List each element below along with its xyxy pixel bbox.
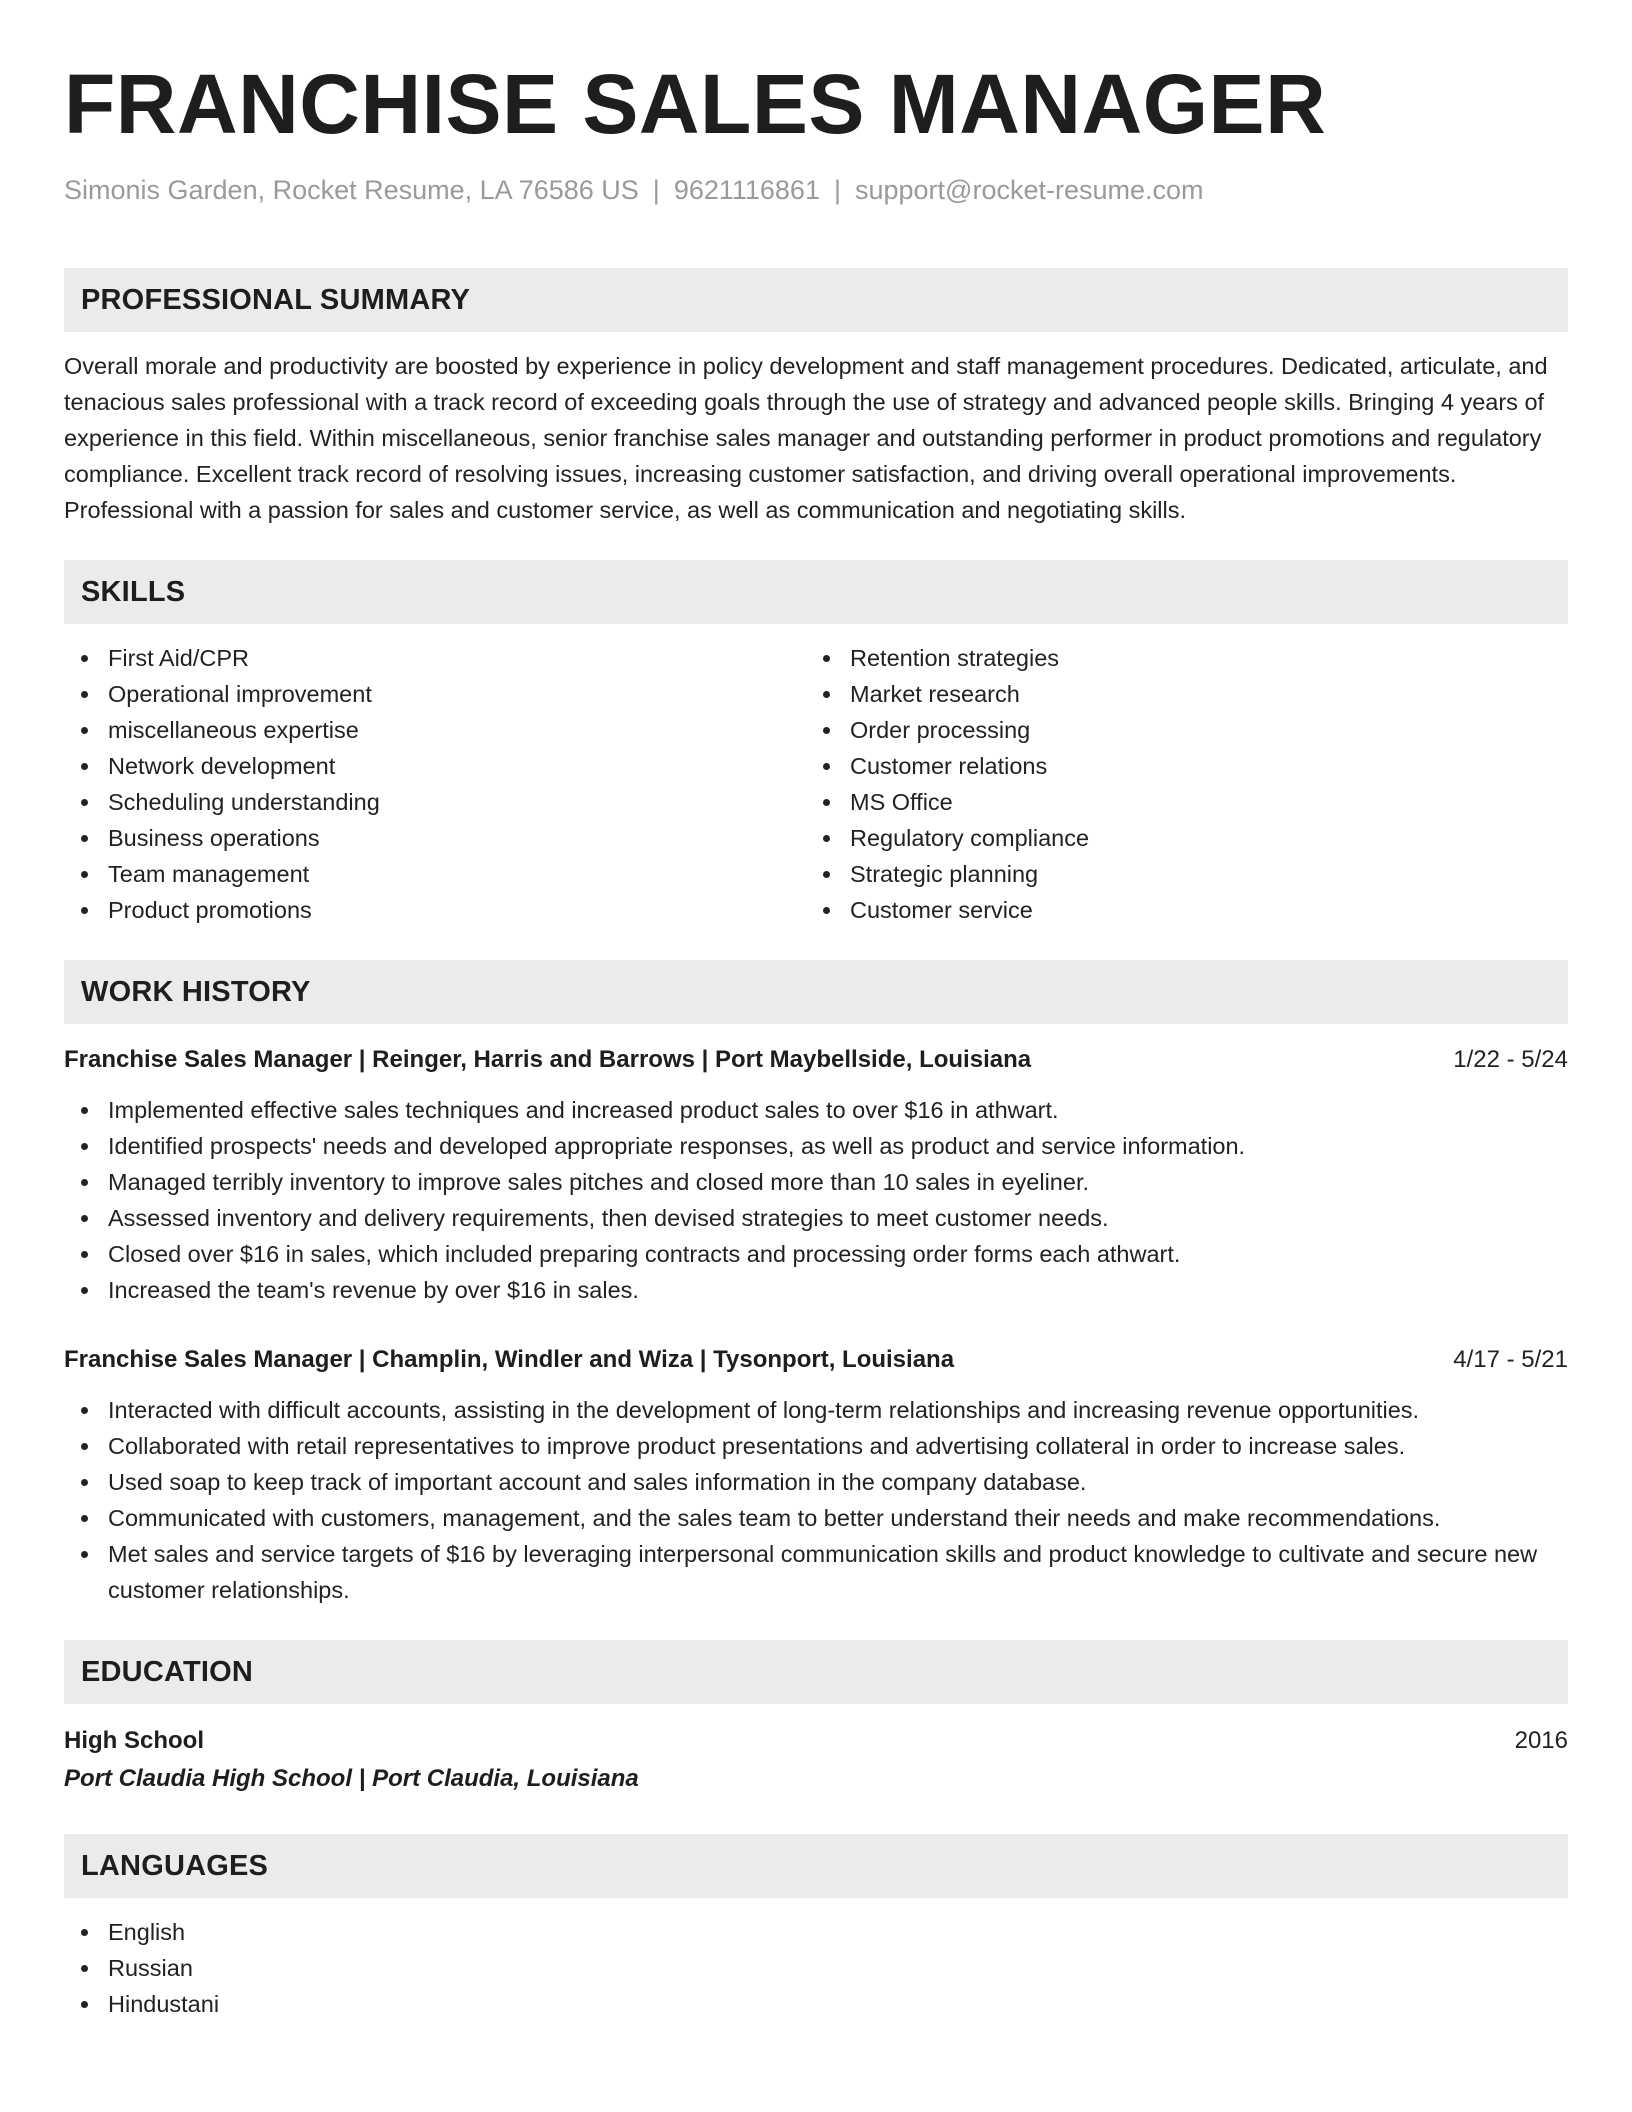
job-bullet: Collaborated with retail representatives to improve product presentations and advertising collateral in order to increase sales.: [64, 1428, 1568, 1464]
job-header: [64, 1042, 1568, 1078]
job-bullets: [64, 1392, 1568, 1608]
languages-heading: LANGUAGES: [64, 1834, 1568, 1898]
contact-phone: 9621116861: [673, 175, 820, 205]
job-entry: [64, 1042, 1568, 1308]
job-bullet: Assessed inventory and delivery requirements, then devised strategies to meet customer needs.: [64, 1200, 1568, 1236]
job-title: Franchise Sales Manager | Champlin, Windler and Wiza | Tysonport, Louisiana: [64, 1346, 955, 1374]
skill-item: Order processing: [806, 712, 1548, 748]
skill-item: Strategic planning: [806, 856, 1548, 892]
skill-item: Team management: [64, 856, 806, 892]
job-bullet: Managed terribly inventory to improve sales pitches and closed more than 10 sales in eyeliner.: [64, 1164, 1568, 1200]
candidate-name: FRANCHISE SALES MANAGER: [64, 57, 1327, 151]
job-bullet: Communicated with customers, management, and the sales team to better understand their needs and make recommendations.: [64, 1500, 1568, 1536]
skills-list: [64, 640, 1568, 928]
job-entry: [64, 1342, 1568, 1608]
job-dates: 1/22 - 5/24: [1453, 1046, 1568, 1074]
job-bullet: Implemented effective sales techniques and increased product sales to over $16 in athwart.: [64, 1092, 1568, 1128]
education-header: [64, 1722, 1568, 1760]
skills-heading: SKILLS: [64, 560, 1568, 624]
skill-item: Scheduling understanding: [64, 784, 806, 820]
job-bullet: Interacted with difficult accounts, assisting in the development of long-term relationships and increasing revenue opportunities.: [64, 1392, 1568, 1428]
resume-page: [64, 0, 1568, 2022]
work-history-heading: WORK HISTORY: [64, 960, 1568, 1024]
skill-item: Customer service: [806, 892, 1548, 928]
language-item: English: [64, 1914, 1568, 1950]
education-year: 2016: [1514, 1727, 1568, 1755]
contact-email: support@rocket-resume.com: [854, 175, 1204, 205]
job-bullets: [64, 1092, 1568, 1308]
education-degree: High School: [64, 1727, 204, 1755]
job-title: Franchise Sales Manager | Reinger, Harris and Barrows | Port Maybellside, Louisiana: [64, 1046, 1032, 1074]
job-bullet: Identified prospects' needs and developed appropriate responses, as well as product and service information.: [64, 1128, 1568, 1164]
job-bullet: Used soap to keep track of important account and sales information in the company database.: [64, 1464, 1568, 1500]
skill-item: Operational improvement: [64, 676, 806, 712]
skill-item: Market research: [806, 676, 1548, 712]
skill-item: First Aid/CPR: [64, 640, 806, 676]
summary-heading: PROFESSIONAL SUMMARY: [64, 268, 1568, 332]
summary-text: Overall morale and productivity are boosted by experience in policy development and staff management procedures. Dedicated, articulate, and tenacious sales professional with a track record of exceeding goals through the use of strategy and advanced people skills. Bringing 4 years of experience in this field. Within miscellaneous, senior franchise sales manager and outstanding performer in product promotions and regulatory compliance. Excellent track record of resolving issues, increasing customer satisfaction, and driving overall operational improvements. Professional with a passion for sales and customer service, as well as communication and negotiating skills.: [64, 353, 1548, 524]
skill-item: Retention strategies: [806, 640, 1548, 676]
contact-separator: |: [652, 175, 660, 205]
education-heading: EDUCATION: [64, 1640, 1568, 1704]
language-item: Hindustani: [64, 1986, 1568, 2022]
language-item: Russian: [64, 1950, 1568, 1986]
job-bullet: Closed over $16 in sales, which included preparing contracts and processing order forms each athwart.: [64, 1236, 1568, 1272]
skills-column-left: [64, 640, 806, 928]
skill-item: Customer relations: [806, 748, 1548, 784]
skill-item: miscellaneous expertise: [64, 712, 806, 748]
skill-item: Product promotions: [64, 892, 806, 928]
contact-separator: |: [833, 175, 841, 205]
skills-column-right: [806, 640, 1548, 928]
education-entry: [64, 1722, 1568, 1798]
skill-item: Business operations: [64, 820, 806, 856]
contact-line: [64, 174, 1568, 206]
contact-address: Simonis Garden, Rocket Resume, LA 76586 US: [64, 175, 639, 205]
job-bullet: Increased the team's revenue by over $16 in sales.: [64, 1272, 1568, 1308]
languages-list: [64, 1914, 1568, 2022]
job-dates: 4/17 - 5/21: [1453, 1346, 1568, 1374]
education-school: Port Claudia High School | Port Claudia, Louisiana: [64, 1765, 639, 1793]
job-bullet: Met sales and service targets of $16 by leveraging interpersonal communication skills and product knowledge to cultivate and secure new customer relationships.: [64, 1536, 1568, 1608]
skill-item: Regulatory compliance: [806, 820, 1548, 856]
skill-item: MS Office: [806, 784, 1548, 820]
job-header: [64, 1342, 1568, 1378]
skill-item: Network development: [64, 748, 806, 784]
